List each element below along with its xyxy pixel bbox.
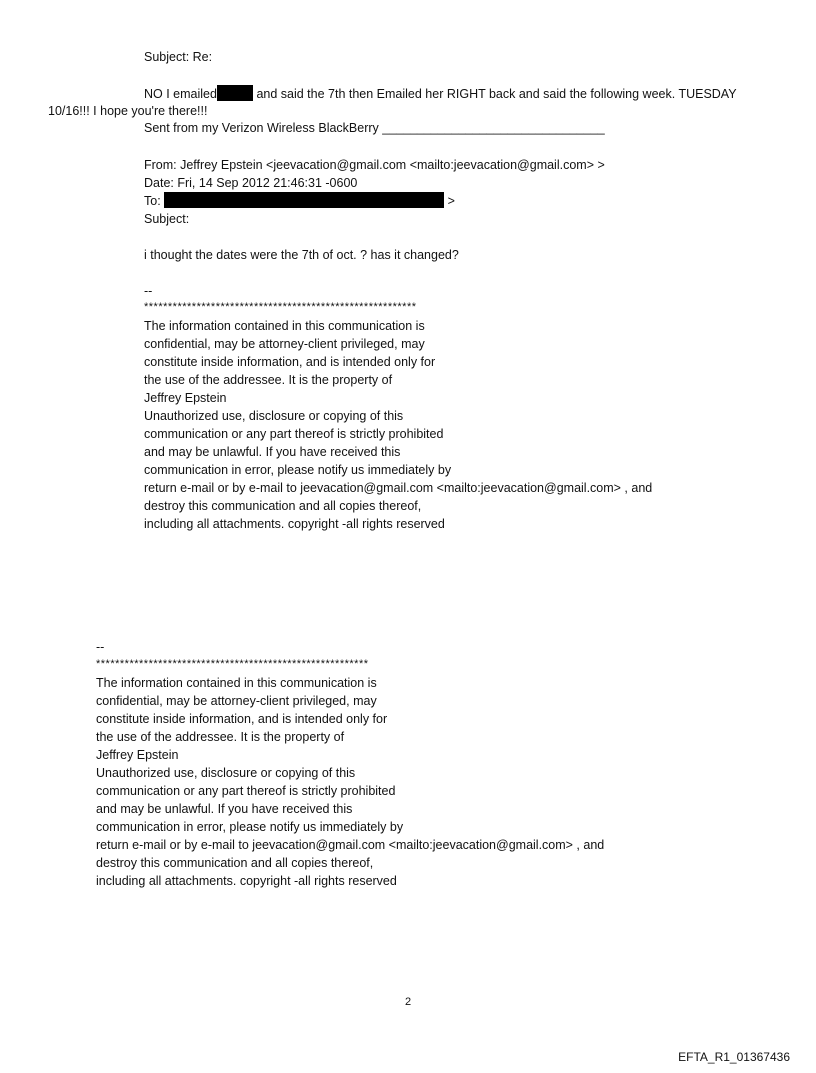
disclaimer-line: confidential, may be attorney-client privileged, may	[96, 694, 377, 708]
disclaimer-1-stars: *********************************************************	[144, 301, 417, 313]
reply-body-part-1: NO I emailed	[144, 87, 217, 101]
disclaimer-line: including all attachments. copyright -all rights reserved	[96, 874, 397, 888]
reply-body-part-2: and said the 7th then Emailed her RIGHT back and said the following week. TUESDAY	[256, 87, 737, 101]
disclaimer-1-text	[144, 317, 652, 533]
disclaimer-2-text	[96, 674, 604, 890]
reply-body-line-2: 10/16!!! I hope you're there!!!	[48, 104, 208, 118]
disclaimer-line: communication or any part thereof is strictly prohibited	[144, 427, 444, 441]
disclaimer-line: constitute inside information, and is intended only for	[96, 712, 388, 726]
redaction-box	[217, 85, 253, 101]
disclaimer-line: Jeffrey Epstein	[96, 748, 179, 762]
disclaimer-line: and may be unlawful. If you have received this	[96, 802, 353, 816]
page-number: 2	[404, 996, 412, 1008]
disclaimer-line: The information contained in this communication is	[144, 319, 425, 333]
disclaimer-line: including all attachments. copyright -all rights reserved	[144, 517, 445, 531]
disclaimer-line: Unauthorized use, disclosure or copying of this	[96, 766, 356, 780]
disclaimer-line: return e-mail or by e-mail to jeevacation@gmail.com <mailto:jeevacation@gmail.com> , and	[144, 481, 653, 495]
disclaimer-line: the use of the addressee. It is the property of	[96, 730, 345, 744]
disclaimer-line: communication in error, please notify us immediately by	[144, 463, 452, 477]
quoted-from: From: Jeffrey Epstein <jeevacation@gmail.com <mailto:jeevacation@gmail.com> >	[144, 158, 605, 172]
disclaimer-line: communication or any part thereof is strictly prohibited	[96, 784, 396, 798]
reply-body-line-1	[144, 85, 737, 103]
reply-subject: Subject: Re:	[144, 50, 213, 64]
disclaimer-line: return e-mail or by e-mail to jeevacation@gmail.com <mailto:jeevacation@gmail.com> , and	[96, 838, 605, 852]
disclaimer-line: the use of the addressee. It is the property of	[144, 373, 393, 387]
disclaimer-line: and may be unlawful. If you have received this	[144, 445, 401, 459]
disclaimer-line: Unauthorized use, disclosure or copying of this	[144, 409, 404, 423]
quoted-subject: Subject:	[144, 212, 190, 226]
document-id: EFTA_R1_01367436	[678, 1050, 790, 1064]
quoted-to-suffix: >	[447, 194, 455, 208]
quoted-body: i thought the dates were the 7th of oct. ? has it changed?	[144, 248, 459, 262]
disclaimer-line: destroy this communication and all copies thereof,	[144, 499, 422, 513]
disclaimer-2-stars: *********************************************************	[96, 658, 369, 670]
quoted-date: Date: Fri, 14 Sep 2012 21:46:31 -0600	[144, 176, 358, 190]
disclaimer-1-dashes: --	[144, 284, 153, 298]
disclaimer-line: destroy this communication and all copies thereof,	[96, 856, 374, 870]
disclaimer-line: confidential, may be attorney-client privileged, may	[144, 337, 425, 351]
disclaimer-line: Jeffrey Epstein	[144, 391, 227, 405]
disclaimer-2-dashes: --	[96, 640, 105, 654]
quoted-to-label: To:	[144, 194, 161, 208]
disclaimer-line: constitute inside information, and is intended only for	[144, 355, 436, 369]
disclaimer-line: The information contained in this communication is	[96, 676, 377, 690]
reply-signature: Sent from my Verizon Wireless BlackBerry ________________________________	[144, 121, 605, 135]
disclaimer-line: communication in error, please notify us immediately by	[96, 820, 404, 834]
quoted-to	[144, 192, 455, 210]
redaction-box	[164, 192, 444, 208]
